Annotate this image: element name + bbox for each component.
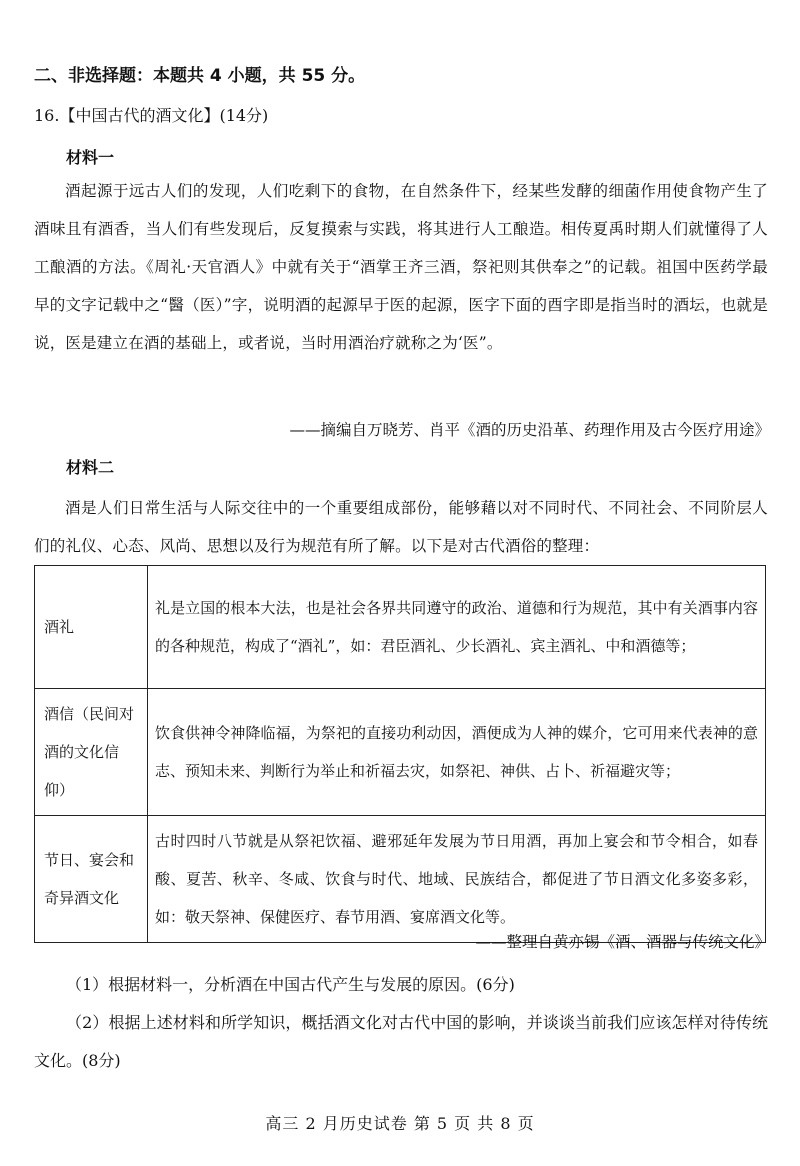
table-term-cell: 酒礼 bbox=[35, 566, 148, 689]
material-2-intro: 酒是人们日常生活与人际交往中的一个重要组成部份，能够藉以对不同时代、不同社会、不同阶层人们的礼仪、心态、风尚、思想以及行为规范有所了解。以下是对古代酒俗的整理： bbox=[34, 499, 768, 555]
table-row bbox=[35, 566, 766, 689]
table-row bbox=[35, 816, 766, 943]
wine-customs-table bbox=[34, 565, 766, 943]
table-term-cell: 酒信（民间对酒的文化信仰） bbox=[35, 689, 148, 816]
material-1-title: 材料一 bbox=[66, 148, 115, 167]
table-desc-cell: 礼是立国的根本大法，也是社会各界共同遵守的政治、道德和行为规范，其中有关酒事内容的各种规范，构成了“酒礼”，如：君臣酒礼、少长酒礼、宾主酒礼、中和酒德等； bbox=[148, 566, 766, 689]
material-1-text: 酒起源于远古人们的发现，人们吃剩下的食物，在自然条件下，经某些发酵的细菌作用使食物产生了酒味且有酒香，当人们有些发现后，反复摸索与实践，将其进行人工酿造。相传夏禹时期人们就懂得了人工酿酒的方法。《周礼·天官酒人》中就有关于“酒掌王齐三酒，祭祀则其供奉之”的记载。祖国中医药学最早的文字记载中之“醫（医）”字，说明酒的起源早于医的起源，医字下面的酉字即是指当时的酒坛，也就是说，医是建立在酒的基础上，或者说，当时用酒治疗就称之为‘医”。 bbox=[34, 182, 768, 352]
table-desc-cell: 古时四时八节就是从祭祀饮福、避邪延年发展为节日用酒，再加上宴会和节令相合，如春酸、夏苦、秋辛、冬咸、饮食与时代、地域、民族结合，都促进了节日酒文化多姿多彩，如：敬天祭神、保健医疗、春节用酒、宴席酒文化等。 bbox=[148, 816, 766, 943]
sub-question-2: （2）根据上述材料和所学知识，概括酒文化对古代中国的影响，并谈谈当前我们应该怎样对待传统文化。(8分) bbox=[34, 1013, 768, 1070]
question-title: 16.【中国古代的酒文化】(14分) bbox=[34, 106, 269, 125]
material-2-source: ——整理自黄亦锡《酒、酒器与传统文化》 bbox=[475, 933, 770, 951]
section-heading: 二、非选择题：本题共 4 小题，共 55 分。 bbox=[34, 66, 366, 86]
table-term-cell: 节日、宴会和奇异酒文化 bbox=[35, 816, 148, 943]
material-2-title: 材料二 bbox=[66, 458, 115, 477]
material-1-source: ——摘编自万晓芳、肖平《酒的历史沿革、药理作用及古今医疗用途》 bbox=[289, 421, 770, 439]
page-footer: 高三 2 月历史试卷 第 5 页 共 8 页 bbox=[265, 1114, 535, 1133]
table-row bbox=[35, 689, 766, 816]
sub-question-1: （1）根据材料一，分析酒在中国古代产生与发展的原因。(6分) bbox=[66, 975, 515, 994]
table-desc-cell: 饮食供神令神降临福，为祭祀的直接功利动因，酒便成为人神的媒介，它可用来代表神的意志、预知未来、判断行为举止和祈福去灾，如祭祀、神供、占卜、祈福避灾等； bbox=[148, 689, 766, 816]
